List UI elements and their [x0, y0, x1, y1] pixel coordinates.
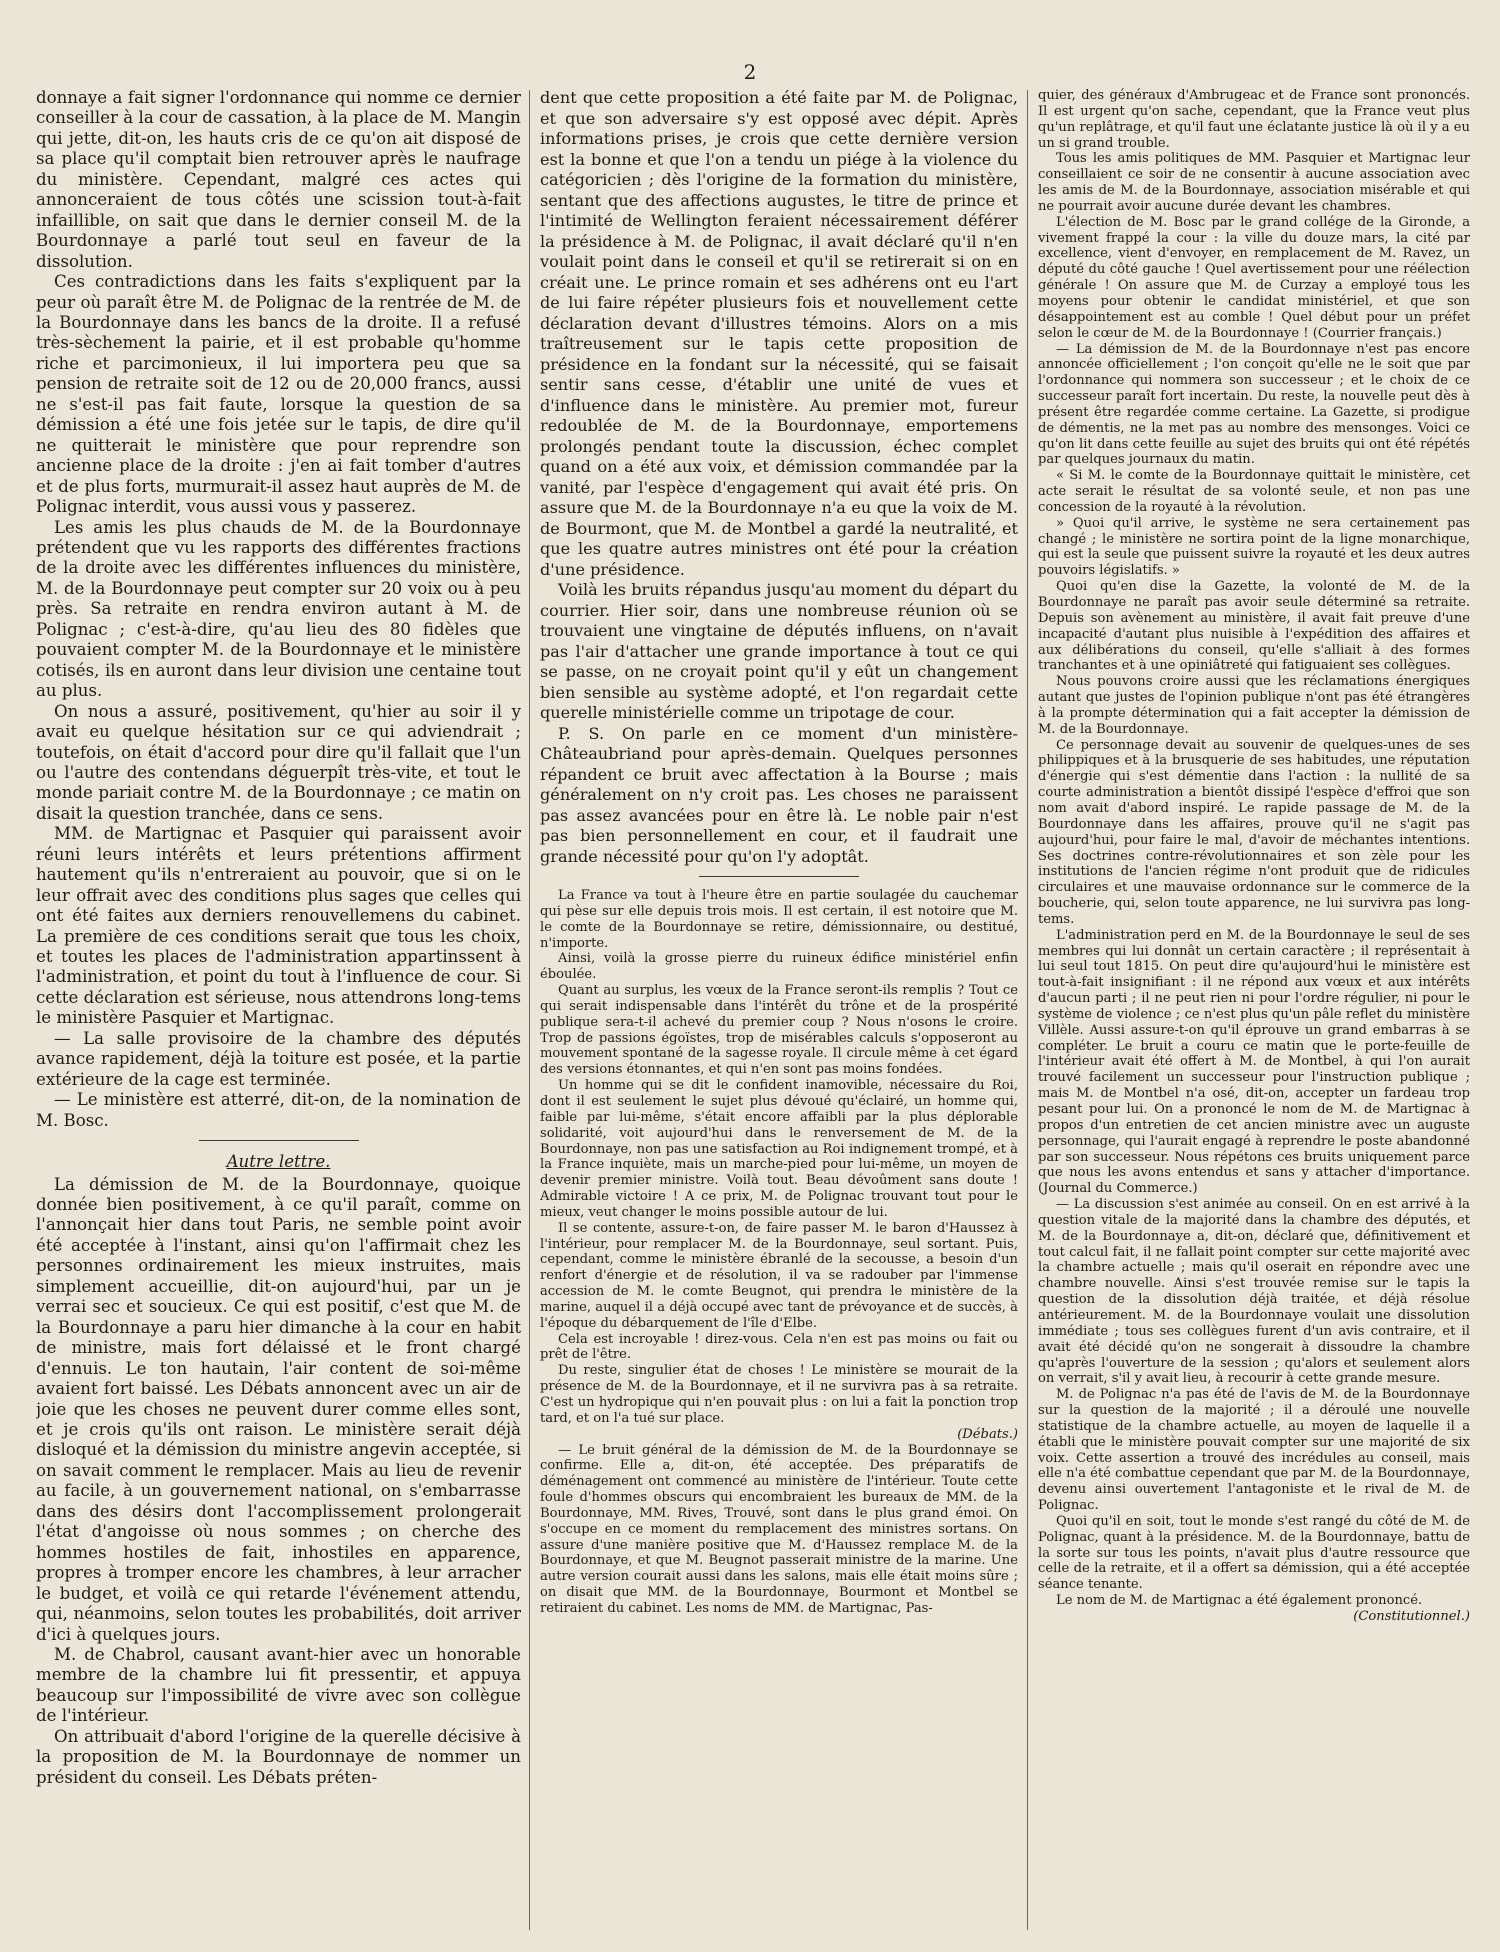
paragraph: M. de Polignac n'a pas été de l'avis de M. de la Bourdonnaye sur la question de la majorité ; il a déroulé une nouvelle statistique de la chambre actuelle, au moyen de laquelle il a établi que le ministère pouvait compter sur une majorité de six voix. Cette assertion a trouvé des incrédules au conseil, mais elle n'a été combattue cependant que par M. de la Bourdonnaye, devenu ainsi ouvertement l'antagoniste et le rival de M. de Polignac. [1038, 1387, 1470, 1514]
paragraph: — La discussion s'est animée au conseil. On en est arrivé à la question vitale de la majorité dans la chambre des députés, et M. de la Bourdonnaye a, dit-on, déclaré que, définitivement et tout calcul fait, il ne fallait point compter sur cette majorité avec la chambre actuelle ; mais qu'il oserait en répondre avec une chambre nouvelle. Ainsi s'est trouvée remise sur le tapis la question de la dissolution déjà traitée, et déjà résolue antérieurement. M. de la Bourdonnaye voulait une dissolution immédiate ; tous ses collègues furent d'un avis contraire, et il avait été décidé qu'on ne songerait à dissoudre la chambre qu'après l'ouverture de la session ; qu'alors et seulement alors on verrait, s'il y avait lieu, à recourir à cette grande mesure. [1038, 1197, 1470, 1387]
paragraph: dent que cette proposition a été faite par M. de Polignac, et que son adversaire s'y est opposé avec dépit. Après informations prises, je crois que cette dernière version est la bonne et que l'on a tendu un piége à la violence du catégoricien ; dès l'origine de la formation du ministère, sentant que des affections augustes, le titre de prince et l'intimité de Wellington feraient nécessairement déférer la présidence à M. de Polignac, il avait déclaré qu'il n'en voulait point dans le conseil et qu'il se retirerait si on en créait une. Le prince romain et ses adhérens ont eu l'art de lui faire répéter plusieurs fois et nouvellement cette déclaration devant d'illustres témoins. Alors on a mis traîtreusement sur le tapis cette proposition de présidence en la fondant sur la nécessité, qui se faisait sentir sans cesse, d'établir une unité de vues et d'influence dans le ministère. Au premier mot, fureur redoublée de M. de la Bourdonnaye, emportemens prolongés pendant toute la discussion, échec complet quand on a été aux voix, et démission commandée par la vanité, par l'espèce d'engagement qui avait été pris. On assure que M. de la Bourdonnaye n'a eu que la voix de M. de Bourmont, que M. de Montbel a gardé la neutralité, et que les quatre autres ministres ont été pour la création d'une présidence. [540, 88, 1018, 579]
paragraph: Du reste, singulier état de choses ! Le ministère se mourait de la présence de M. de la Bourdonnaye, et il ne survivra pas à sa retraite. C'est un hydropique qui n'en pouvait plus : on lui a fait la ponction trop tard, et on l'a tué sur place. [540, 1363, 1018, 1426]
paragraph: Quoi qu'en dise la Gazette, la volonté de M. de la Bourdonnaye ne paraît pas avoir seule déterminé sa retraite. Depuis son avènement au ministère, il avait fait preuve d'une incapacité d'autant plus nuisible à l'expédition des affaires et aux délibérations du conseil, qu'elle s'alliait à des formes tranchantes et à une opiniâtreté qui fatiguaient ses collègues. [1038, 579, 1470, 674]
paragraph: — La salle provisoire de la chambre des députés avance rapidement, déjà la toiture est posée, et la partie extérieure de la cage est terminée. [36, 1028, 521, 1089]
source-attribution: (Débats.) [957, 1426, 1018, 1442]
paragraph: M. de Chabrol, causant avant-hier avec un honorable membre de la chambre lui fit pressentir, et appuya beaucoup sur l'impossibilité de vivre avec son collègue de l'intérieur. [36, 1644, 521, 1726]
paragraph: Nous pouvons croire aussi que les réclamations énergiques autant que justes de l'opinion publique n'ont pas été étrangères à la prompte détermination qui a fait accepter la démission de M. de la Bourdonnaye. [1038, 674, 1470, 737]
paragraph: — Le ministère est atterré, dit-on, de la nomination de M. Bosc. [36, 1090, 521, 1130]
paragraph: » Quoi qu'il arrive, le système ne sera certainement pas changé ; le ministère ne sortira point de la ligne monarchique, qui est la seule que puissent suivre la royauté et les deux autres pouvoirs législatifs. » [1038, 515, 1470, 579]
section-heading: Autre lettre. [226, 1152, 331, 1172]
column-1 [36, 88, 521, 1928]
paragraph: — La démission de M. de la Bourdonnaye n'est pas encore annoncée officiellement ; l'on conçoit qu'elle ne le soit que par l'ordonnance qui nommera son successeur ; et le choix de ce successeur paraît fort incertain. Du reste, la nouvelle peut dès à présent être regardée comme certaine. La Gazette, si prodigue de démentis, ne la met pas au nombre des mensonges. Voici ce qu'on lit dans cette feuille au sujet des bruits qui ont été répétés par quelques journaux du matin. [1038, 341, 1470, 468]
paragraph: Ainsi, voilà la grosse pierre du ruineux édifice ministériel enfin éboulée. [540, 951, 1018, 983]
paragraph: Quoi qu'il en soit, tout le monde s'est rangé du côté de M. de Polignac, quant à la présidence. M. de la Bourdonnaye, battu de la sorte sur tous les points, n'avait plus d'autre ressource que celle de la retraite, et il a offert sa démission, qui a été acceptée séance tenante. [1038, 1513, 1470, 1593]
column-rule-1 [529, 90, 530, 1930]
paragraph: donnaye a fait signer l'ordonnance qui nomme ce dernier conseiller à la cour de cassation, à la place de M. Mangin qui jette, dit-on, les hauts cris de ce qu'on ait disposé de sa place qu'il comptait bien retrouver après le naufrage du ministère. Cependant, malgré ces actes qui annonceraient de tous côtés une scission tout-à-fait infaillible, on sait que dans le dernier conseil M. de la Bourdonnaye a parlé tout seul en faveur de la dissolution. [36, 88, 521, 271]
paragraph: Le nom de M. de Martignac a été également prononcé. [1056, 1593, 1423, 1609]
paragraph: La démission de M. de la Bourdonnaye, quoique donnée bien positivement, à ce qu'il paraît, comme on l'annonçait hier dans tout Paris, ne semble point avoir été acceptée à l'instant, ainsi qu'on l'affirmait chez les personnes ordinairement les mieux instruites, mais simplement accueillie, dit-on aujourd'hui, par un je verrai sec et soucieux. Ce qui est positif, c'est que M. de la Bourdonnaye a paru hier dimanche à la cour en habit de ministre, mais fort délaissé et le front chargé d'ennuis. Le ton hautain, l'air content de soi-même avaient fort baissé. Les Débats annoncent avec un air de joie que les choses ne peuvent durer comme elles sont, et je crois qu'ils ont raison. Le ministère serait déjà disloqué et la démission du ministre angevin acceptée, si on savait comment le remplacer. Mais au lieu de revenir au facile, à un gouvernement national, on s'embarrasse dans des désirs dont l'accomplissement prolongerait l'état d'angoisse où nous sommes ; on cherche des hommes hostiles de fait, inhostiles en apparence, propres à tromper encore les chambres, à leur arracher le budget, et voilà ce qui retarde l'événement attendu, qui, néanmoins, selon toutes les probabilités, doit arriver d'ici à quelques jours. [36, 1174, 521, 1644]
paragraph: Les amis les plus chauds de M. de la Bourdonnaye prétendent que vu les rapports des différentes fractions de la droite avec les différentes influences du ministère, M. de la Bourdonnaye peut compter sur 20 voix ou à peu près. Sa retraite en rendra environ autant à M. de Polignac ; c'est-à-dire, qu'au lieu des 80 fidèles que pouvaient compter M. de la Bourdonnaye et le ministère cotisés, ils en auront dans leur division une centaine tout au plus. [36, 517, 521, 701]
column-3 [1038, 88, 1470, 1928]
paragraph: Tous les amis politiques de MM. Pasquier et Martignac leur conseillaient ce soir de ne consentir à aucune association avec les amis de M. de la Bourdonnaye, association misérable et qui ne pourrait avoir aucune durée devant les chambres. [1038, 151, 1470, 214]
paragraph: MM. de Martignac et Pasquier qui paraissent avoir réuni leurs intérêts et leurs prétentions affirment hautement qu'ils n'entreraient au pouvoir, que si on le leur offrait avec des conditions plus sages que celles qui ont été faites aux derniers renouvellemens du cabinet. La première de ces conditions serait que tous les choix, et toutes les places de l'administration appartinssent à l'administration, et point du tout à l'influence de cour. Si cette déclaration est sérieuse, nous attendrons long-tems le ministère Pasquier et Martignac. [36, 824, 521, 1028]
paragraph: quier, des généraux d'Ambrugeac et de France sont prononcés. Il est urgent qu'on sache, cependant, que la France veut plus qu'un replâtrage, et qu'il faut une éclatante justice là où il y a eu un si grand trouble. [1038, 88, 1470, 151]
section-divider [699, 876, 859, 877]
source-attribution: (Constitutionnel.) [1353, 1609, 1470, 1624]
paragraph: Ce personnage devait au souvenir de quelques-unes de ses philippiques et à la brusquerie de ses habitudes, une réputation d'énergie qui s'est démentie dans l'action : la nullité de sa courte administration a bientôt dissipé l'espèce d'effroi que son nom avait d'abord inspiré. Le rapide passage de M. de la Bourdonnaye dans les affaires, prouve qu'il ne s'agit pas aujourd'hui, pour faire le mal, d'avoir de méchantes intentions. Ses doctrines contre-révolutionnaires et son zèle pour les institutions de l'ancien régime n'ont produit que de ridicules circulaires et une mauvaise ordonnance sur le commerce de la boucherie, qui, selon toute apparence, ne lui survivra pas long-tems. [1038, 737, 1470, 927]
paragraph: L'élection de M. Bosc par le grand collége de la Gironde, a vivement frappé la cour : la ville du douze mars, la cité par excellence, vient d'envoyer, en remplacement de M. Ravez, un député du côté gauche ! Quel avertissement pour une réélection générale ! On assure que M. de Curzay a employé tous les moyens pour obtenir le candidat ministériel, et que son désappointement est au comble ! Quel début pour un préfet selon le cœur de M. de la Bourdonnaye ! (Courrier français.) [1038, 214, 1470, 341]
paragraph: Ces contradictions dans les faits s'expliquent par la peur où paraît être M. de Polignac de la rentrée de M. de la Bourdonnaye dans les bancs de la droite. Il a refusé très-sèchement la pairie, et il est probable qu'homme riche et parcimonieux, il lui importera peu que sa pension de retraite soit de 12 ou de 20,000 francs, aussi ne s'est-il pas fait faute, lorsque la question de sa démission a été une fois jetée sur le tapis, de dire qu'il ne quitterait le ministère que pour reprendre son ancienne place de la droite : j'en ai fait tomber d'autres et de plus forts, murmurait-il assez haut auprès de M. de Polignac interdit, vous aussi vous y passerez. [36, 272, 521, 517]
paragraph: L'administration perd en M. de la Bourdonnaye le seul de ses membres qui lui donnât un certain caractère ; il représentait à lui seul tout 1815. On peut dire qu'aujourd'hui le ministère est tout-à-fait insignifiant : il ne répond aux vœux et aux intérêts d'aucun parti ; il ne peut rien ni pour l'ordre régulier, ni pour le système de violence ; ce n'est plus qu'un pâle reflet du ministère Villèle. Aussi assure-t-on qu'il éprouve un grand embarras à se compléter. Le bruit a couru ce matin que le porte-feuille de l'intérieur avait été offert à M. de Montbel, à qui l'on aurait trouvé facilement un successeur pour l'instruction publique ; mais M. de Montbel n'a osé, dit-on, accepter un fardeau trop pesant pour lui. On a prononcé le nom de M. de Martignac à propos d'un entretien de cet ancien ministre avec un auguste personnage, qui l'aurait engagé à reprendre le poste abandonné par son successeur. Nous répétons ces bruits uniquement parce que nous les avons entendus et sans y attacher d'importance. (Journal du Commerce.) [1038, 927, 1470, 1197]
paragraph: Un homme qui se dit le confident inamovible, nécessaire du Roi, dont il est seulement le sujet plus dévoué qu'éclairé, un homme qui, faible par lui-même, s'était encore affaibli par la plus déplorable solidarité, voit aujourd'hui dans le renversement de M. de la Bourdonnaye, non pas une satisfaction au Roi indignement trompé, et à la France inquiète, mais un marche-pied pour lui-même, un moyen de devenir premier ministre. Voilà tout. Beau dévoûment sans doute ! Admirable victoire ! A ce prix, M. de Polignac trouvant tout pour le mieux, veut changer le moins possible autour de lui. [540, 1078, 1018, 1220]
paragraph: Quant au surplus, les vœux de la France seront-ils remplis ? Tout ce qui serait indispensable dans l'intérêt du trône et de la prospérité publique sera-t-il achevé du premier coup ? Nous n'osons le croire. Trop de passions égoïstes, trop de misérables calculs s'opposeront au mouvement spontané de la sagesse royale. Il circule même à cet égard des versions étonnantes, et qui n'en sont pas moins fondées. [540, 983, 1018, 1078]
paragraph: P. S. On parle en ce moment d'un ministère-Châteaubriand pour après-demain. Quelques personnes répandent ce bruit avec affectation à la Bourse ; mais généralement on n'y croit pas. Les choses ne paraissent pas assez avancées pour en être là. Le noble pair n'est pas bien personnellement en cour, et il faudrait une grande nécessité pour qu'on l'y adoptât. [540, 723, 1018, 866]
paragraph: Cela est incroyable ! direz-vous. Cela n'en est pas moins ou fait ou prêt de l'être. [540, 1331, 1018, 1363]
paragraph: Voilà les bruits répandus jusqu'au moment du départ du courrier. Hier soir, dans une nombreuse réunion où se trouvaient une vingtaine de députés influens, on n'avait pas l'air d'attacher une grande importance à tout ce qui se passe, on ne croyait point qu'il y eût un changement bien sensible au système adopté, et l'on regardait cette querelle ministérielle comme un tripotage de cour. [540, 580, 1018, 722]
paragraph: Il se contente, assure-t-on, de faire passer M. le baron d'Haussez à l'intérieur, pour remplacer M. de la Bourdonnaye, seul sortant. Puis, cependant, comme le ministère ébranlé de la secousse, a besoin d'un renfort d'énergie et de résolution, il va se radouber par l'immense accession de M. le comte Beugnot, qui prendra le ministère de la marine, auquel il a déjà occupé avec tant de prévoyance et de succès, à l'époque du débarquement de l'île d'Elbe. [540, 1220, 1018, 1331]
column-2 [540, 88, 1018, 1928]
page-number: 2 [743, 60, 757, 84]
paragraph: On nous a assuré, positivement, qu'hier au soir il y avait eu quelque hésitation sur ce qui adviendrait ; toutefois, on était d'accord pour dire qu'il fallait que l'un ou l'autre des contendans déguerpît très-vite, et tout le monde pariait contre M. de la Bourdonnaye ; ce matin on disait la question tranchée, dans ce sens. [36, 701, 521, 823]
paragraph: La France va tout à l'heure être en partie soulagée du cauchemar qui pèse sur elle depuis trois mois. Il est certain, il est notoire que M. le comte de la Bourdonnaye se retire, démissionnaire, ou destitué, n'importe. [540, 888, 1018, 951]
paragraph: — Le bruit général de la démission de M. de la Bourdonnaye se confirme. Elle a, dit-on, été acceptée. Des préparatifs de déménagement ont commencé au ministère de l'intérieur. Toute cette foule d'hommes obscurs qui encombraient les bureaux de MM. de la Bourdonnaye, MM. Rives, Trouvé, sont dans le plus grand émoi. On s'occupe en ce moment du remplacement des ministres sortans. On assure d'une manière positive que M. d'Haussez remplace M. de la Bourdonnaye, et que M. Beugnot passerait ministre de la marine. Une autre version courait aussi dans les salons, mais elle était moins sûre ; on disait que MM. de la Bourdonnaye, Bourmont et Montbel se retiraient du cabinet. Les noms de MM. de Martignac, Pas- [540, 1442, 1018, 1616]
section-divider [199, 1140, 359, 1141]
paragraph: « Si M. le comte de la Bourdonnaye quittait le ministère, cet acte serait le résultat de sa volonté seule, et non pas une concession de la royauté à la révolution. [1038, 468, 1470, 515]
column-rule-2 [1027, 90, 1028, 1930]
paragraph: On attribuait d'abord l'origine de la querelle décisive à la proposition de M. la Bourdonnaye de nommer un président du conseil. Les Débats préten- [36, 1726, 521, 1787]
